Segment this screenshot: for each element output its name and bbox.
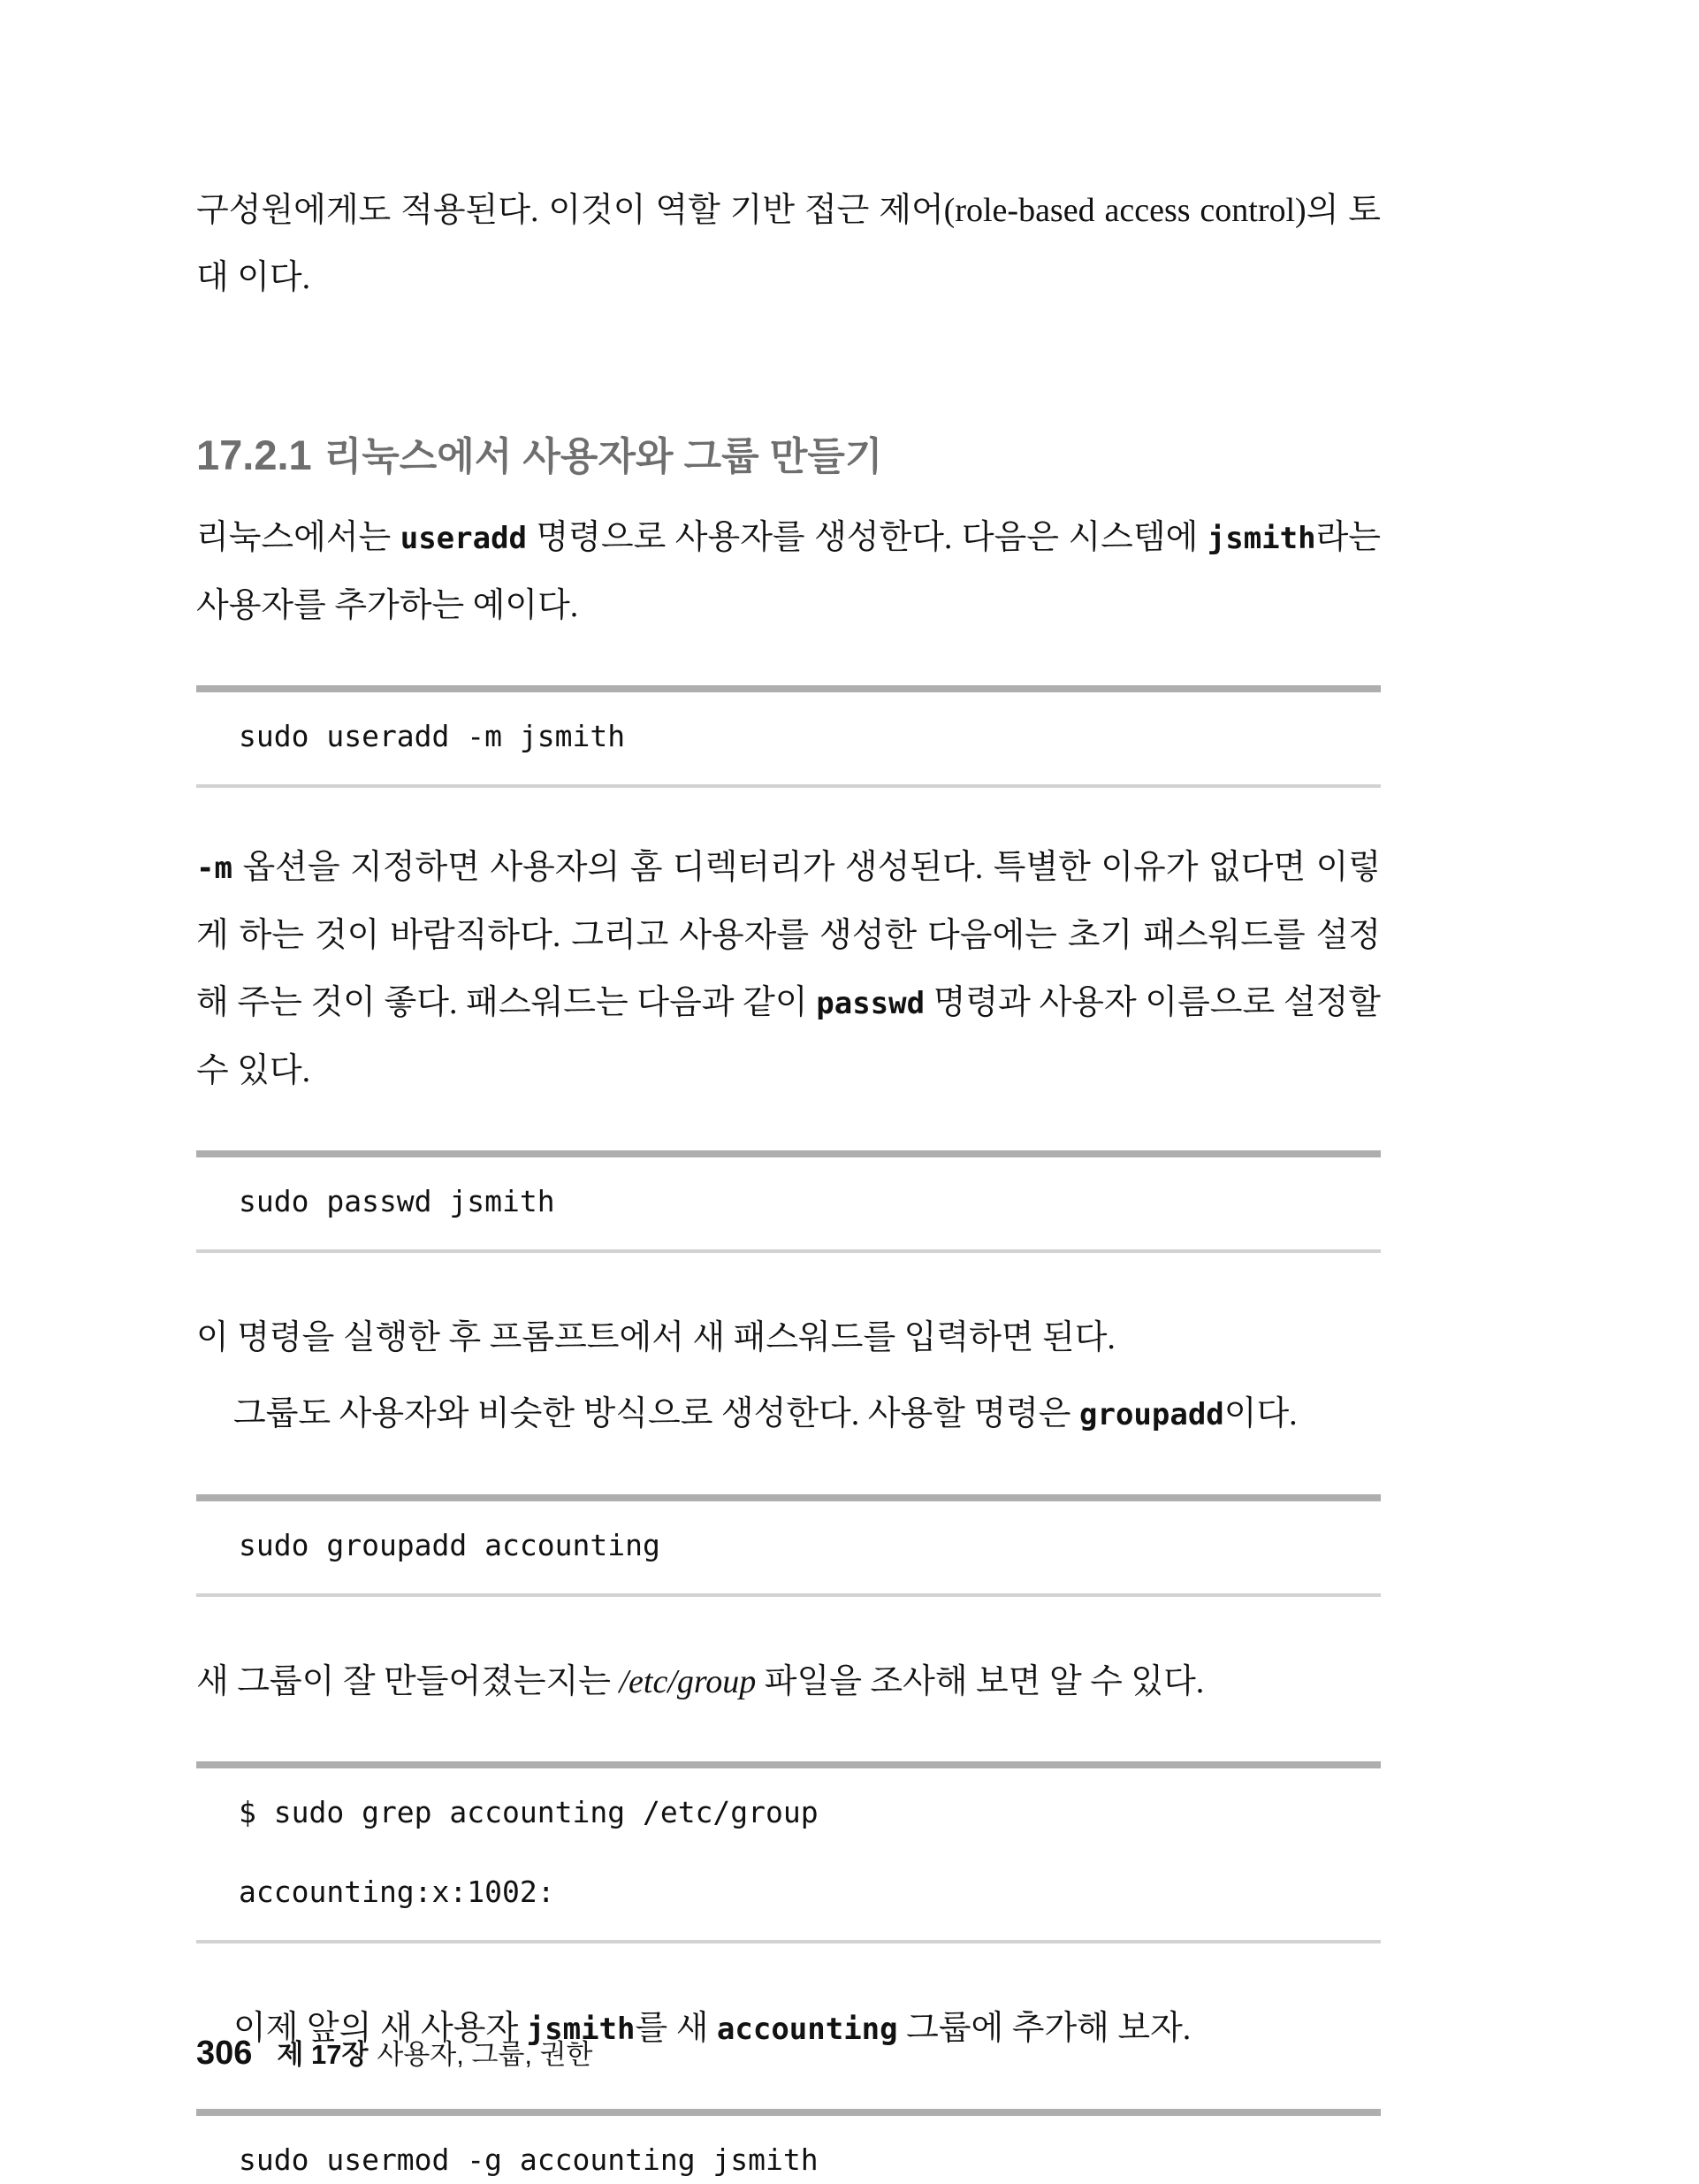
text-run: 명령으로 사용자를 생성한다. 다음은 시스템에 [527,519,1208,556]
text-run: 리눅스에서는 [196,519,400,556]
chapter-label: 제 17장 [277,2039,369,2070]
section-number: 17.2.1 [196,431,312,478]
intro-paragraph-text: 구성원에게도 적용된다. 이것이 역할 기반 접근 제어(role-based access control)의 토대 이다. [196,192,1381,296]
code-line: sudo passwd jsmith [239,1184,555,1218]
section-heading [196,424,1381,481]
page-number: 306 [196,2035,253,2072]
code-block-groupadd [196,1494,1381,1597]
code-block-usermod [196,2109,1381,2184]
paragraph-useradd-intro [196,504,1381,639]
inline-code-accounting: accounting [716,2012,898,2047]
code-block-grep [196,1761,1381,1943]
text-run: 그룹에 추가해 보자. [897,2010,1192,2047]
chapter-title: 사용자, 그룹, 권한 [377,2039,593,2070]
code-line: sudo groupadd accounting [239,1528,660,1562]
inline-code-groupadd: groupadd [1079,1397,1224,1432]
inline-code-m-flag: -m [196,851,232,886]
code-line: sudo usermod -g accounting jsmith [239,2142,819,2177]
paragraph-prompt [196,1304,1381,1371]
paragraph-etc-group [196,1648,1381,1715]
intro-paragraph [196,177,1381,311]
text-run: 명령과 사용자 이름으로 설정할 수 있다. [196,984,1381,1089]
page-content [196,0,1381,2184]
text-run: 이제 앞의 새 사용자 [233,2010,527,2047]
text-run: 그룹도 사용자와 비슷한 방식으로 생성한다. 사용할 명령은 [233,1395,1079,1432]
inline-code-useradd: useradd [400,521,528,556]
inline-code-passwd: passwd [816,986,926,1021]
section-title: 리눅스에서 사용자와 그룹 만들기 [324,435,883,478]
paragraph-group-create [196,1380,1381,1448]
text-run: 파일을 조사해 보면 알 수 있다. [756,1663,1205,1700]
paragraph-m-option [196,834,1381,1104]
code-line: sudo useradd -m jsmith [239,719,626,753]
text-run: 새 그룹이 잘 만들어졌는지는 [196,1663,620,1700]
code-block-useradd [196,685,1381,788]
text-run: 라는 사용자를 추가하는 예이다. [196,519,1381,624]
code-line-output: accounting:x:1002: [239,1875,555,1909]
text-run: 이 명령을 실행한 후 프롬프트에서 새 패스워드를 입력하면 된다. [196,1319,1116,1356]
inline-code-jsmith: jsmith [1207,521,1316,556]
inline-code-jsmith: jsmith [526,2012,636,2047]
page-footer [196,2032,592,2073]
code-line-command: $ sudo grep accounting /etc/group [239,1795,819,1829]
code-block-passwd [196,1150,1381,1253]
text-run: 옵션을 지정하면 사용자의 홈 디렉터리가 생성된다. 특별한 이유가 없다면 이렇게 하는 것이 바람직하다. 그리고 사용자를 생성한 다음에는 초기 패스워드를 설정해 주는 것이 좋다. 패스워드는 다음과 같이 [196,849,1381,1021]
file-path-etc-group: /etc/group [619,1663,757,1700]
text-run: 를 새 [635,2010,717,2047]
text-run: 이다. [1223,1395,1298,1432]
